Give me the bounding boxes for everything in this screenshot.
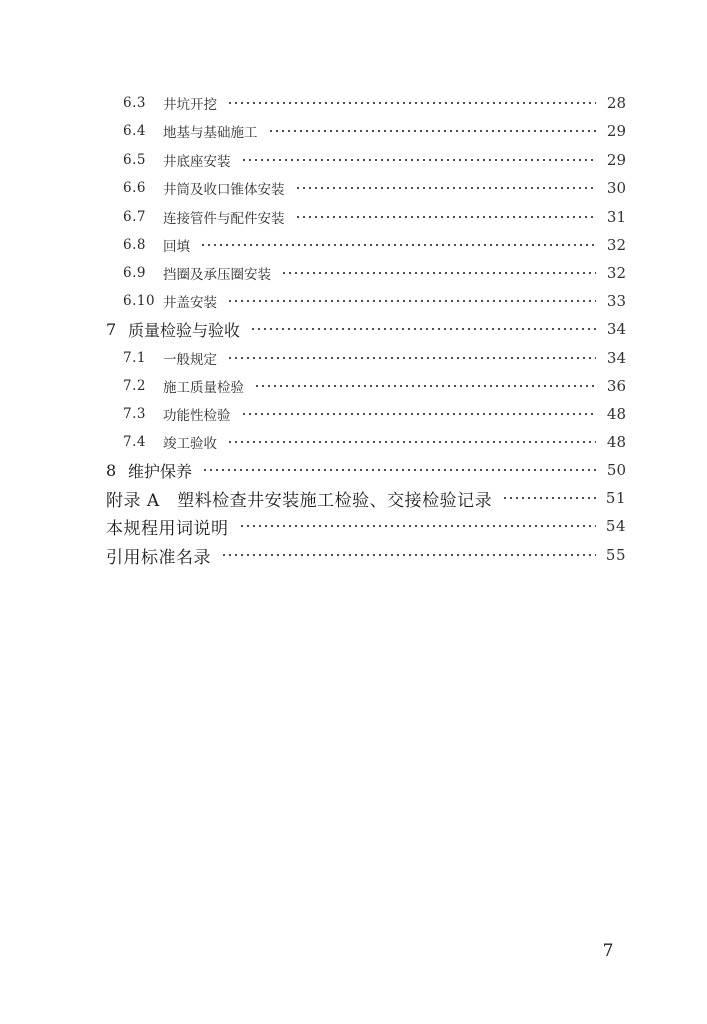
toc-entry-number: 6.5 <box>123 152 146 168</box>
toc-entry-page: 32 <box>606 236 626 254</box>
dot-leader <box>254 385 596 387</box>
toc-entry-number: 6.8 <box>123 237 146 253</box>
toc-entry-title: 井底座安装 <box>163 154 231 170</box>
toc-entry-7[interactable] <box>0 315 707 343</box>
toc-entry-number: 8 <box>106 460 117 480</box>
toc-entry-page: 33 <box>606 292 626 310</box>
toc-entry-6-9[interactable] <box>0 259 707 287</box>
toc-entry-title: 回填 <box>163 239 190 255</box>
toc-entry-title: 本规程用词说明 <box>106 518 229 539</box>
toc-entry-title: 维护保养 <box>128 461 193 481</box>
toc-entry-terms-explanation[interactable] <box>0 512 707 540</box>
toc-entry-number: 7.2 <box>123 378 146 394</box>
toc-entry-7-4[interactable] <box>0 428 707 456</box>
toc-entry-page: 31 <box>606 208 626 226</box>
toc-entry-7-3[interactable] <box>0 400 707 428</box>
toc-entry-title: 挡圈及承压圈安装 <box>163 267 271 283</box>
toc-entry-title: 井筒及收口锥体安装 <box>163 182 285 198</box>
toc-entry-number: 7.3 <box>123 406 146 422</box>
toc-entry-page: 50 <box>606 461 626 479</box>
toc-entry-title: 井坑开挖 <box>163 97 217 113</box>
toc-entry-number: 7 <box>106 319 117 339</box>
toc-entry-number: 6.4 <box>123 123 146 139</box>
toc-entry-page: 34 <box>606 349 626 367</box>
toc-entry-page: 29 <box>606 122 626 140</box>
toc-entry-title: 附录 A 塑料检查井安装施工检验、交接检验记录 <box>106 490 493 511</box>
toc-entry-page: 54 <box>605 517 626 535</box>
dot-leader <box>239 525 597 527</box>
dot-leader <box>241 159 597 161</box>
dot-leader <box>250 328 596 330</box>
toc-entry-title: 质量检验与验收 <box>128 320 241 340</box>
toc-entry-number: 6.10 <box>123 293 156 309</box>
dot-leader <box>281 272 596 274</box>
dot-leader <box>241 413 597 415</box>
dot-leader <box>502 497 596 499</box>
toc-entry-title: 一般规定 <box>163 352 217 368</box>
toc-entry-6-3[interactable] <box>0 89 707 117</box>
toc-entry-title: 施工质量检验 <box>163 380 244 396</box>
toc-entry-number: 6.6 <box>123 180 146 196</box>
toc-entry-title: 地基与基础施工 <box>163 125 258 141</box>
toc-entry-page: 36 <box>606 377 626 395</box>
toc-entry-appendix-a[interactable] <box>0 484 707 512</box>
toc-entry-title: 连接管件与配件安装 <box>163 211 285 227</box>
toc-entry-page: 32 <box>606 264 626 282</box>
dot-leader <box>227 441 596 443</box>
toc-entry-number: 6.9 <box>123 265 146 281</box>
toc-entry-7-2[interactable] <box>0 372 707 400</box>
toc-entry-8[interactable] <box>0 456 707 484</box>
toc-entry-6-7[interactable] <box>0 203 707 231</box>
toc-entry-6-8[interactable] <box>0 231 707 259</box>
toc-entry-number: 6.7 <box>123 209 146 225</box>
toc-entry-page: 29 <box>606 151 626 169</box>
toc-entry-title: 竣工验收 <box>163 436 217 452</box>
page-number: 7 <box>602 941 614 961</box>
toc-entry-6-10[interactable] <box>0 287 707 315</box>
toc-entry-page: 48 <box>606 433 626 451</box>
toc-entry-page: 28 <box>606 94 626 112</box>
toc-entry-title: 功能性检验 <box>163 408 231 424</box>
toc-entry-number: 6.3 <box>123 95 146 111</box>
toc-entry-page: 34 <box>606 320 626 338</box>
toc-entry-7-1[interactable] <box>0 344 707 372</box>
toc-entry-number: 7.4 <box>123 434 146 450</box>
toc-entry-title: 井盖安装 <box>163 295 217 311</box>
toc-entry-number: 7.1 <box>123 350 146 366</box>
toc-entry-page: 55 <box>605 546 626 564</box>
dot-leader <box>227 102 596 104</box>
dot-leader <box>202 469 596 471</box>
toc-entry-6-6[interactable] <box>0 174 707 202</box>
dot-leader <box>200 244 596 246</box>
dot-leader <box>227 357 596 359</box>
dot-leader <box>295 216 597 218</box>
toc-entry-title: 引用标准名录 <box>106 547 211 568</box>
dot-leader <box>295 187 597 189</box>
dot-leader <box>227 300 596 302</box>
dot-leader <box>221 554 596 556</box>
toc-entry-page: 48 <box>606 405 626 423</box>
toc-entry-referenced-standards[interactable] <box>0 541 707 569</box>
toc-entry-page: 30 <box>606 179 626 197</box>
toc-entry-page: 51 <box>605 489 626 507</box>
toc-entry-6-4[interactable] <box>0 117 707 145</box>
toc-entry-6-5[interactable] <box>0 146 707 174</box>
dot-leader <box>268 130 597 132</box>
